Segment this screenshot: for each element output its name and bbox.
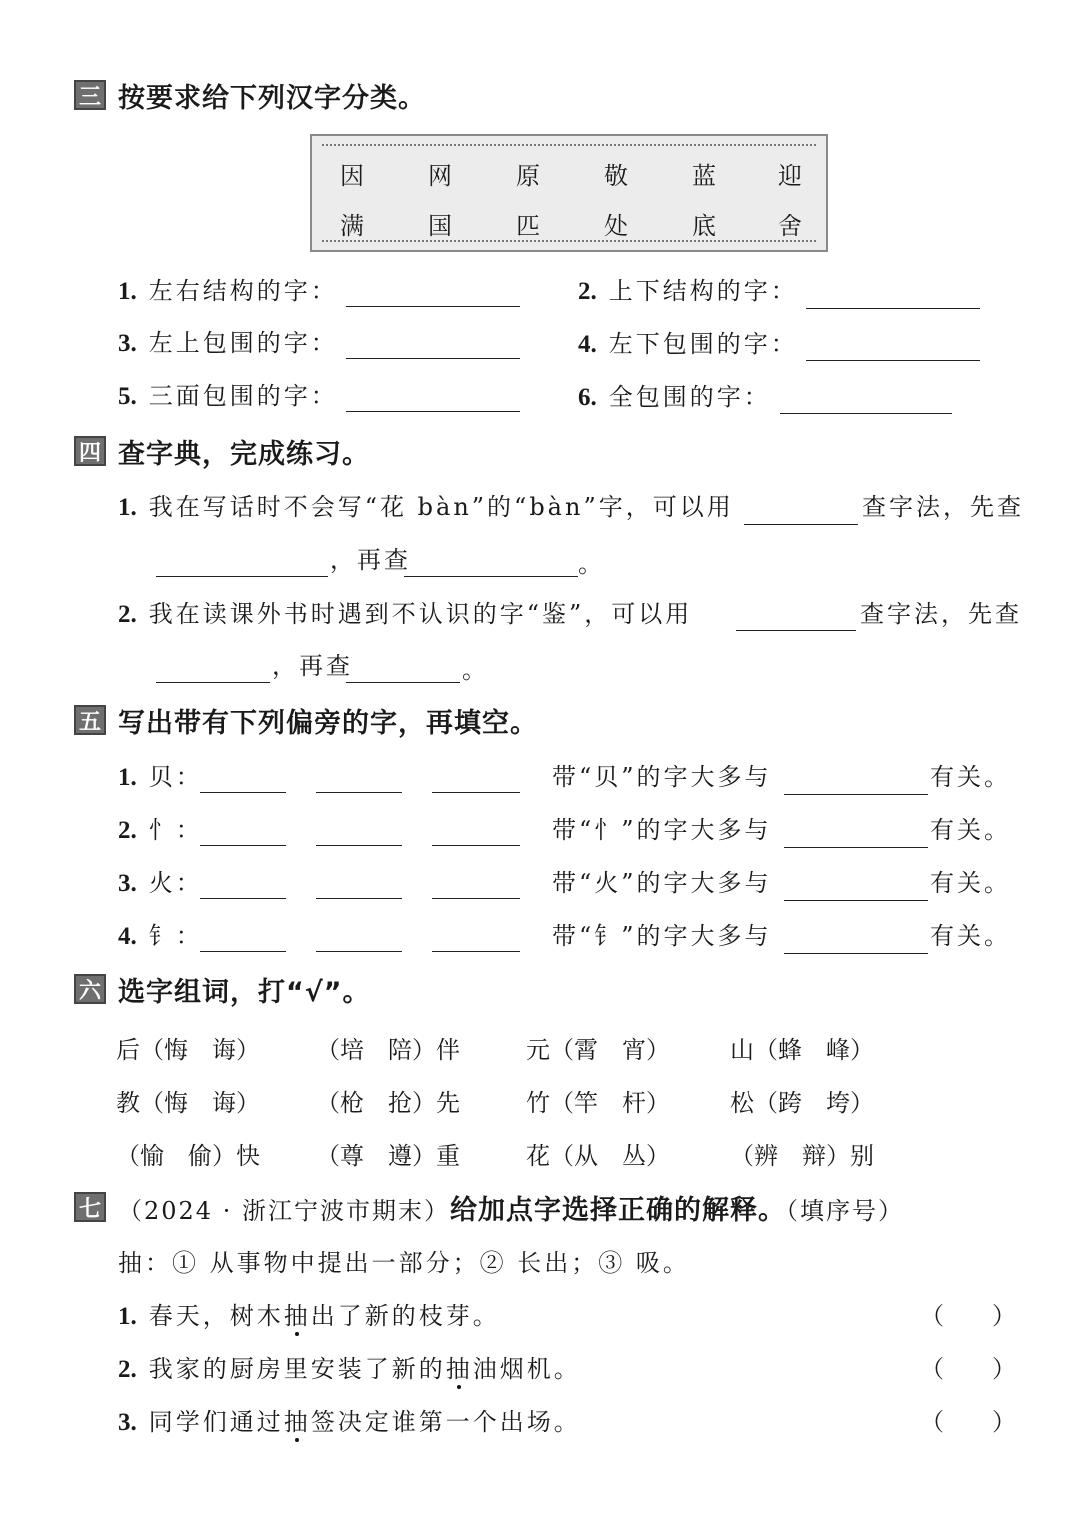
word-choice[interactable]: 元（霄 宵） <box>526 1036 670 1064</box>
answer-blank[interactable] <box>784 953 928 954</box>
word-choice[interactable]: 花（从 丛） <box>526 1142 670 1170</box>
meaning-q3: 3. 同学们通过抽签决定谁第一个出场。 <box>118 1408 581 1436</box>
answer-blank[interactable] <box>200 951 286 952</box>
answer-blank[interactable] <box>346 358 520 359</box>
classify-item-2: 2. 上下结构的字： <box>578 277 798 305</box>
char: 敬 <box>604 162 628 190</box>
answer-blank[interactable] <box>784 794 928 795</box>
answer-paren[interactable]: （ ） <box>920 1408 1016 1436</box>
word-choice[interactable]: 后（悔 诲） <box>116 1036 260 1064</box>
radical-sentence-1: 带“贝”的字大多与 <box>552 763 772 791</box>
char: 国 <box>428 212 452 240</box>
meaning-q1: 1. 春天，树木抽出了新的枝芽。 <box>118 1302 500 1330</box>
definition: 抽：① 从事物中提出一部分；② 长出；③ 吸。 <box>118 1249 690 1277</box>
section-7-header <box>74 1190 904 1224</box>
char: 因 <box>340 162 364 190</box>
dict-q1-end: 。 <box>578 550 605 578</box>
section-6-badge: 六 <box>74 974 106 1004</box>
answer-blank[interactable] <box>806 308 980 309</box>
answer-blank[interactable] <box>346 682 460 683</box>
answer-blank[interactable] <box>200 845 286 846</box>
dict-q1-tail: 查字法，先查 <box>862 493 1024 521</box>
char: 网 <box>428 162 452 190</box>
radical-sentence-2: 带“忄”的字大多与 <box>552 816 772 844</box>
section-3-badge: 三 <box>74 80 106 110</box>
word-choice[interactable]: 教（悔 诲） <box>116 1089 260 1117</box>
word-choice[interactable]: （培 陪）伴 <box>316 1036 460 1064</box>
dotted-char: 抽 <box>283 1408 311 1436</box>
classify-item-6: 6. 全包围的字： <box>578 383 771 411</box>
word-choice[interactable]: （枪 抢）先 <box>316 1089 460 1117</box>
answer-blank[interactable] <box>346 306 520 307</box>
answer-blank[interactable] <box>316 951 402 952</box>
radical-row-4: 4. 钅： <box>118 922 203 950</box>
classify-item-4: 4. 左下包围的字： <box>578 330 798 358</box>
section-7-title: （2024 · 浙江宁波市期末）给加点字选择正确的解释。（填序号） <box>118 1194 904 1226</box>
section-3-title: 按要求给下列汉字分类。 <box>118 82 426 114</box>
char: 舍 <box>778 212 802 240</box>
answer-blank[interactable] <box>806 360 980 361</box>
section-5-header <box>74 703 538 737</box>
char: 原 <box>516 162 540 190</box>
radical-end-4: 有关。 <box>930 922 1011 950</box>
classify-item-3: 3. 左上包围的字： <box>118 329 338 357</box>
dict-q2-line1: 2. 我在读课外书时遇到不认识的字“鉴”，可以用 <box>118 600 693 628</box>
char: 满 <box>340 212 364 240</box>
answer-blank[interactable] <box>156 682 270 683</box>
section-5-title: 写出带有下列偏旁的字，再填空。 <box>118 707 538 739</box>
answer-paren[interactable]: （ ） <box>920 1302 1016 1330</box>
character-box <box>310 134 828 252</box>
word-choice[interactable]: 竹（竿 杆） <box>526 1089 670 1117</box>
char: 匹 <box>516 212 540 240</box>
section-5-badge: 五 <box>74 705 106 735</box>
char: 处 <box>604 212 628 240</box>
answer-blank[interactable] <box>200 898 286 899</box>
section-6-header <box>74 972 371 1006</box>
radical-end-1: 有关。 <box>930 763 1011 791</box>
section-4-header <box>74 434 370 468</box>
radical-end-3: 有关。 <box>930 869 1011 897</box>
section-4-badge: 四 <box>74 436 106 466</box>
section-6-title: 选字组词，打“√”。 <box>118 976 371 1008</box>
answer-blank[interactable] <box>346 411 520 412</box>
section-3-header <box>74 78 426 112</box>
answer-blank[interactable] <box>200 792 286 793</box>
word-choice[interactable]: 松（跨 垮） <box>730 1089 874 1117</box>
dict-q2-tail: 查字法，先查 <box>860 600 1022 628</box>
answer-blank[interactable] <box>316 898 402 899</box>
char: 底 <box>692 212 716 240</box>
answer-blank[interactable] <box>744 524 858 525</box>
radical-end-2: 有关。 <box>930 816 1011 844</box>
radical-row-2: 2. 忄： <box>118 816 203 844</box>
dict-q1-then: ，再查 <box>330 546 411 574</box>
word-choice[interactable]: （尊 遵）重 <box>316 1142 460 1170</box>
char: 蓝 <box>692 162 716 190</box>
answer-blank[interactable] <box>784 847 928 848</box>
answer-paren[interactable]: （ ） <box>920 1355 1016 1383</box>
dict-q2-end: 。 <box>462 656 489 684</box>
section-7-badge: 七 <box>74 1192 106 1222</box>
dotted-char: 抽 <box>283 1302 311 1330</box>
answer-blank[interactable] <box>784 900 928 901</box>
word-choice[interactable]: （愉 偷）快 <box>116 1142 260 1170</box>
section-4-title: 查字典，完成练习。 <box>118 438 370 470</box>
answer-blank[interactable] <box>432 898 520 899</box>
radical-sentence-4: 带“钅”的字大多与 <box>552 922 772 950</box>
answer-blank[interactable] <box>316 792 402 793</box>
answer-blank[interactable] <box>404 576 578 577</box>
classify-item-1: 1. 左右结构的字： <box>118 277 338 305</box>
answer-blank[interactable] <box>736 630 856 631</box>
radical-sentence-3: 带“火”的字大多与 <box>552 869 772 897</box>
word-choice[interactable]: （辨 辩）别 <box>730 1142 874 1170</box>
answer-blank[interactable] <box>432 951 520 952</box>
dict-q2-then: ，再查 <box>272 652 353 680</box>
radical-row-3: 3. 火： <box>118 869 203 897</box>
dotted-char: 抽 <box>445 1355 473 1383</box>
classify-item-5: 5. 三面包围的字： <box>118 382 338 410</box>
answer-blank[interactable] <box>432 845 520 846</box>
answer-blank[interactable] <box>432 792 520 793</box>
answer-blank[interactable] <box>156 576 328 577</box>
word-choice[interactable]: 山（蜂 峰） <box>730 1036 874 1064</box>
char: 迎 <box>778 162 802 190</box>
meaning-q2: 2. 我家的厨房里安装了新的抽油烟机。 <box>118 1355 581 1383</box>
answer-blank[interactable] <box>780 413 952 414</box>
radical-row-1: 1. 贝： <box>118 763 203 791</box>
dict-q1-line1: 1. 我在写话时不会写“花 bàn”的“bàn”字，可以用 <box>118 493 734 521</box>
answer-blank[interactable] <box>316 845 402 846</box>
